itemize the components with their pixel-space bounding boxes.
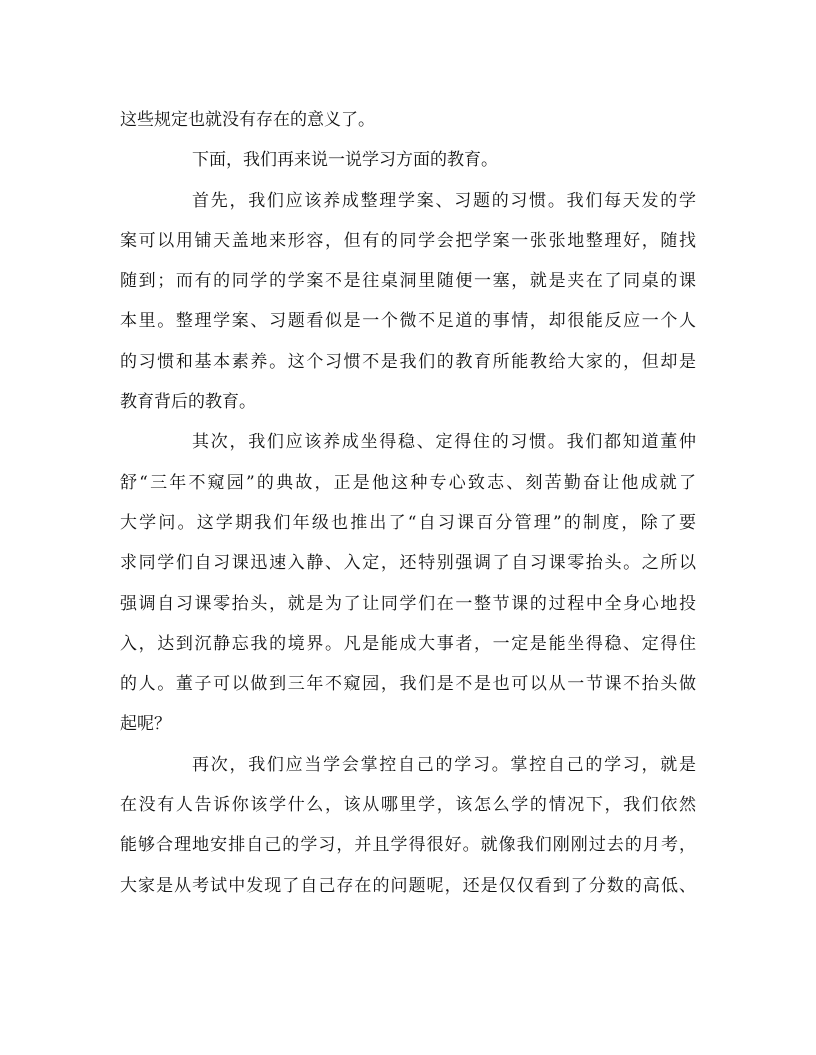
text-line: 起呢？	[120, 714, 171, 735]
document-body	[120, 100, 696, 906]
text-line: 这些规定也就没有存在的意义了。	[120, 110, 375, 130]
text-line: 教育背后的教育。	[120, 392, 256, 413]
text-line: 能够合理地安排自己的学习，并且学得很好。就像我们刚刚过去的月考，	[120, 835, 696, 856]
text-line: 的人。董子可以做到三年不窥园，我们是不是也可以从一节课不抬头做	[120, 674, 696, 695]
paragraph-first-line: 其次，我们应该养成坐得稳、定得住的习惯。我们都知道董仲	[192, 432, 696, 453]
paragraph-first-line: 再次，我们应当学会掌控自己的学习。掌控自己的学习，就是	[192, 754, 696, 775]
text-line: 舒“三年不窥园”的典故，正是他这种专心致志、刻苦勤奋让他成就了	[120, 472, 696, 493]
text-line: 大学问。这学期我们年级也推出了“自习课百分管理”的制度，除了要	[120, 512, 696, 533]
text-line: 本里。整理学案、习题看似是一个微不足道的事情，却很能反应一个人	[120, 311, 696, 332]
text-line: 案可以用铺天盖地来形容，但有的同学会把学案一张张地整理好，随找	[120, 230, 696, 251]
text-line: 大家是从考试中发现了自己存在的问题呢，还是仅仅看到了分数的高低、	[120, 875, 696, 896]
text-line: 强调自习课零抬头，就是为了让同学们在一整节课的过程中全身心地投	[120, 593, 696, 614]
text-line: 求同学们自习课迅速入静、入定，还特别强调了自习课零抬头。之所以	[120, 553, 696, 574]
paragraph-first-line: 首先，我们应该养成整理学案、习题的习惯。我们每天发的学	[192, 190, 696, 211]
text-line: 的习惯和基本素养。这个习惯不是我们的教育所能教给大家的，但却是	[120, 351, 696, 372]
text-line: 入，达到沉静忘我的境界。凡是能成大事者，一定是能坐得稳、定得住	[120, 633, 696, 654]
text-line: 在没有人告诉你该学什么，该从哪里学，该怎么学的情况下，我们依然	[120, 795, 696, 816]
paragraph-first-line: 下面，我们再来说一说学习方面的教育。	[192, 150, 498, 171]
text-line: 随到；而有的同学的学案不是往桌洞里随便一塞，就是夹在了同桌的课	[120, 271, 696, 292]
